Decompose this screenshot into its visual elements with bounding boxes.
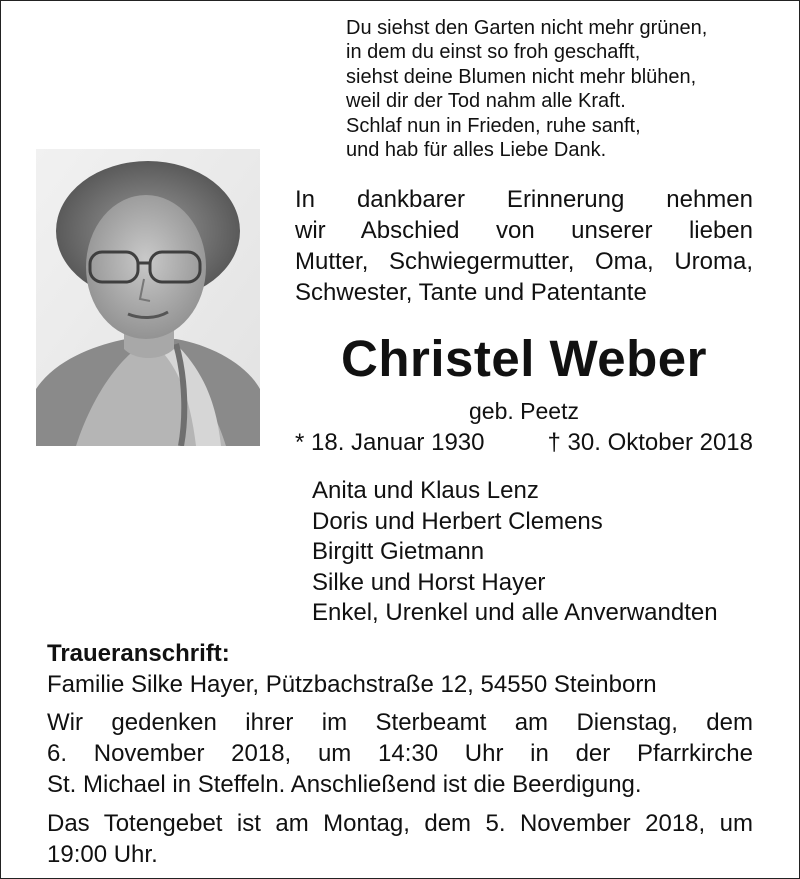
service-line: St. Michael in Steffeln. Anschließend ist die Beerdigung. <box>47 771 642 798</box>
mourning-address-label: Traueranschrift: <box>47 640 230 667</box>
service-line: Wir gedenken ihrer im Sterbeamt am Dienstag, dem <box>47 709 753 736</box>
prayer-line: 19:00 Uhr. <box>47 841 158 868</box>
memorial-poem <box>346 16 786 162</box>
poem-line: in dem du einst so froh geschafft, <box>346 41 641 64</box>
service-details <box>47 707 753 800</box>
birth-name: geb. Peetz <box>469 398 579 424</box>
mourners-list <box>312 476 772 629</box>
intro-line: wir Abschied von unserer lieben <box>295 217 753 244</box>
mourner-entry: Silke und Horst Hayer <box>312 568 546 596</box>
deceased-name: Christel Weber <box>341 330 707 387</box>
mourner-entry: Birgitt Gietmann <box>312 538 485 565</box>
poem-line: und hab für alles Liebe Dank. <box>346 139 607 162</box>
poem-line: weil dir der Tod nahm alle Kraft. <box>346 90 626 113</box>
intro-line: Schwester, Tante und Patentante <box>295 279 647 306</box>
mourner-entry: Enkel, Urenkel und alle Anverwandten <box>312 599 718 626</box>
intro-line: Mutter, Schwiegermutter, Oma, Uroma, <box>295 248 753 275</box>
mourning-address-value: Familie Silke Hayer, Pützbachstraße 12, 54550 Steinborn <box>47 671 657 698</box>
mourning-address <box>47 638 767 700</box>
service-line: 6. November 2018, um 14:30 Uhr in der Pfarrkirche <box>47 740 753 767</box>
prayer-details <box>47 808 753 870</box>
intro-text <box>295 184 753 308</box>
poem-line: siehst deine Blumen nicht mehr blühen, <box>346 65 697 88</box>
poem-line: Schlaf nun in Frieden, ruhe sanft, <box>346 114 641 137</box>
mourner-entry: Anita und Klaus Lenz <box>312 477 539 504</box>
death-date: † 30. Oktober 2018 <box>547 429 753 456</box>
birth-date: * 18. Januar 1930 <box>295 429 485 456</box>
prayer-line: Das Totengebet ist am Montag, dem 5. November 2018, um <box>47 810 753 837</box>
poem-line: Du siehst den Garten nicht mehr grünen, <box>346 17 708 39</box>
portrait-photo <box>36 149 260 446</box>
intro-line: In dankbarer Erinnerung nehmen <box>295 186 753 213</box>
mourner-entry: Doris und Herbert Clemens <box>312 507 603 535</box>
